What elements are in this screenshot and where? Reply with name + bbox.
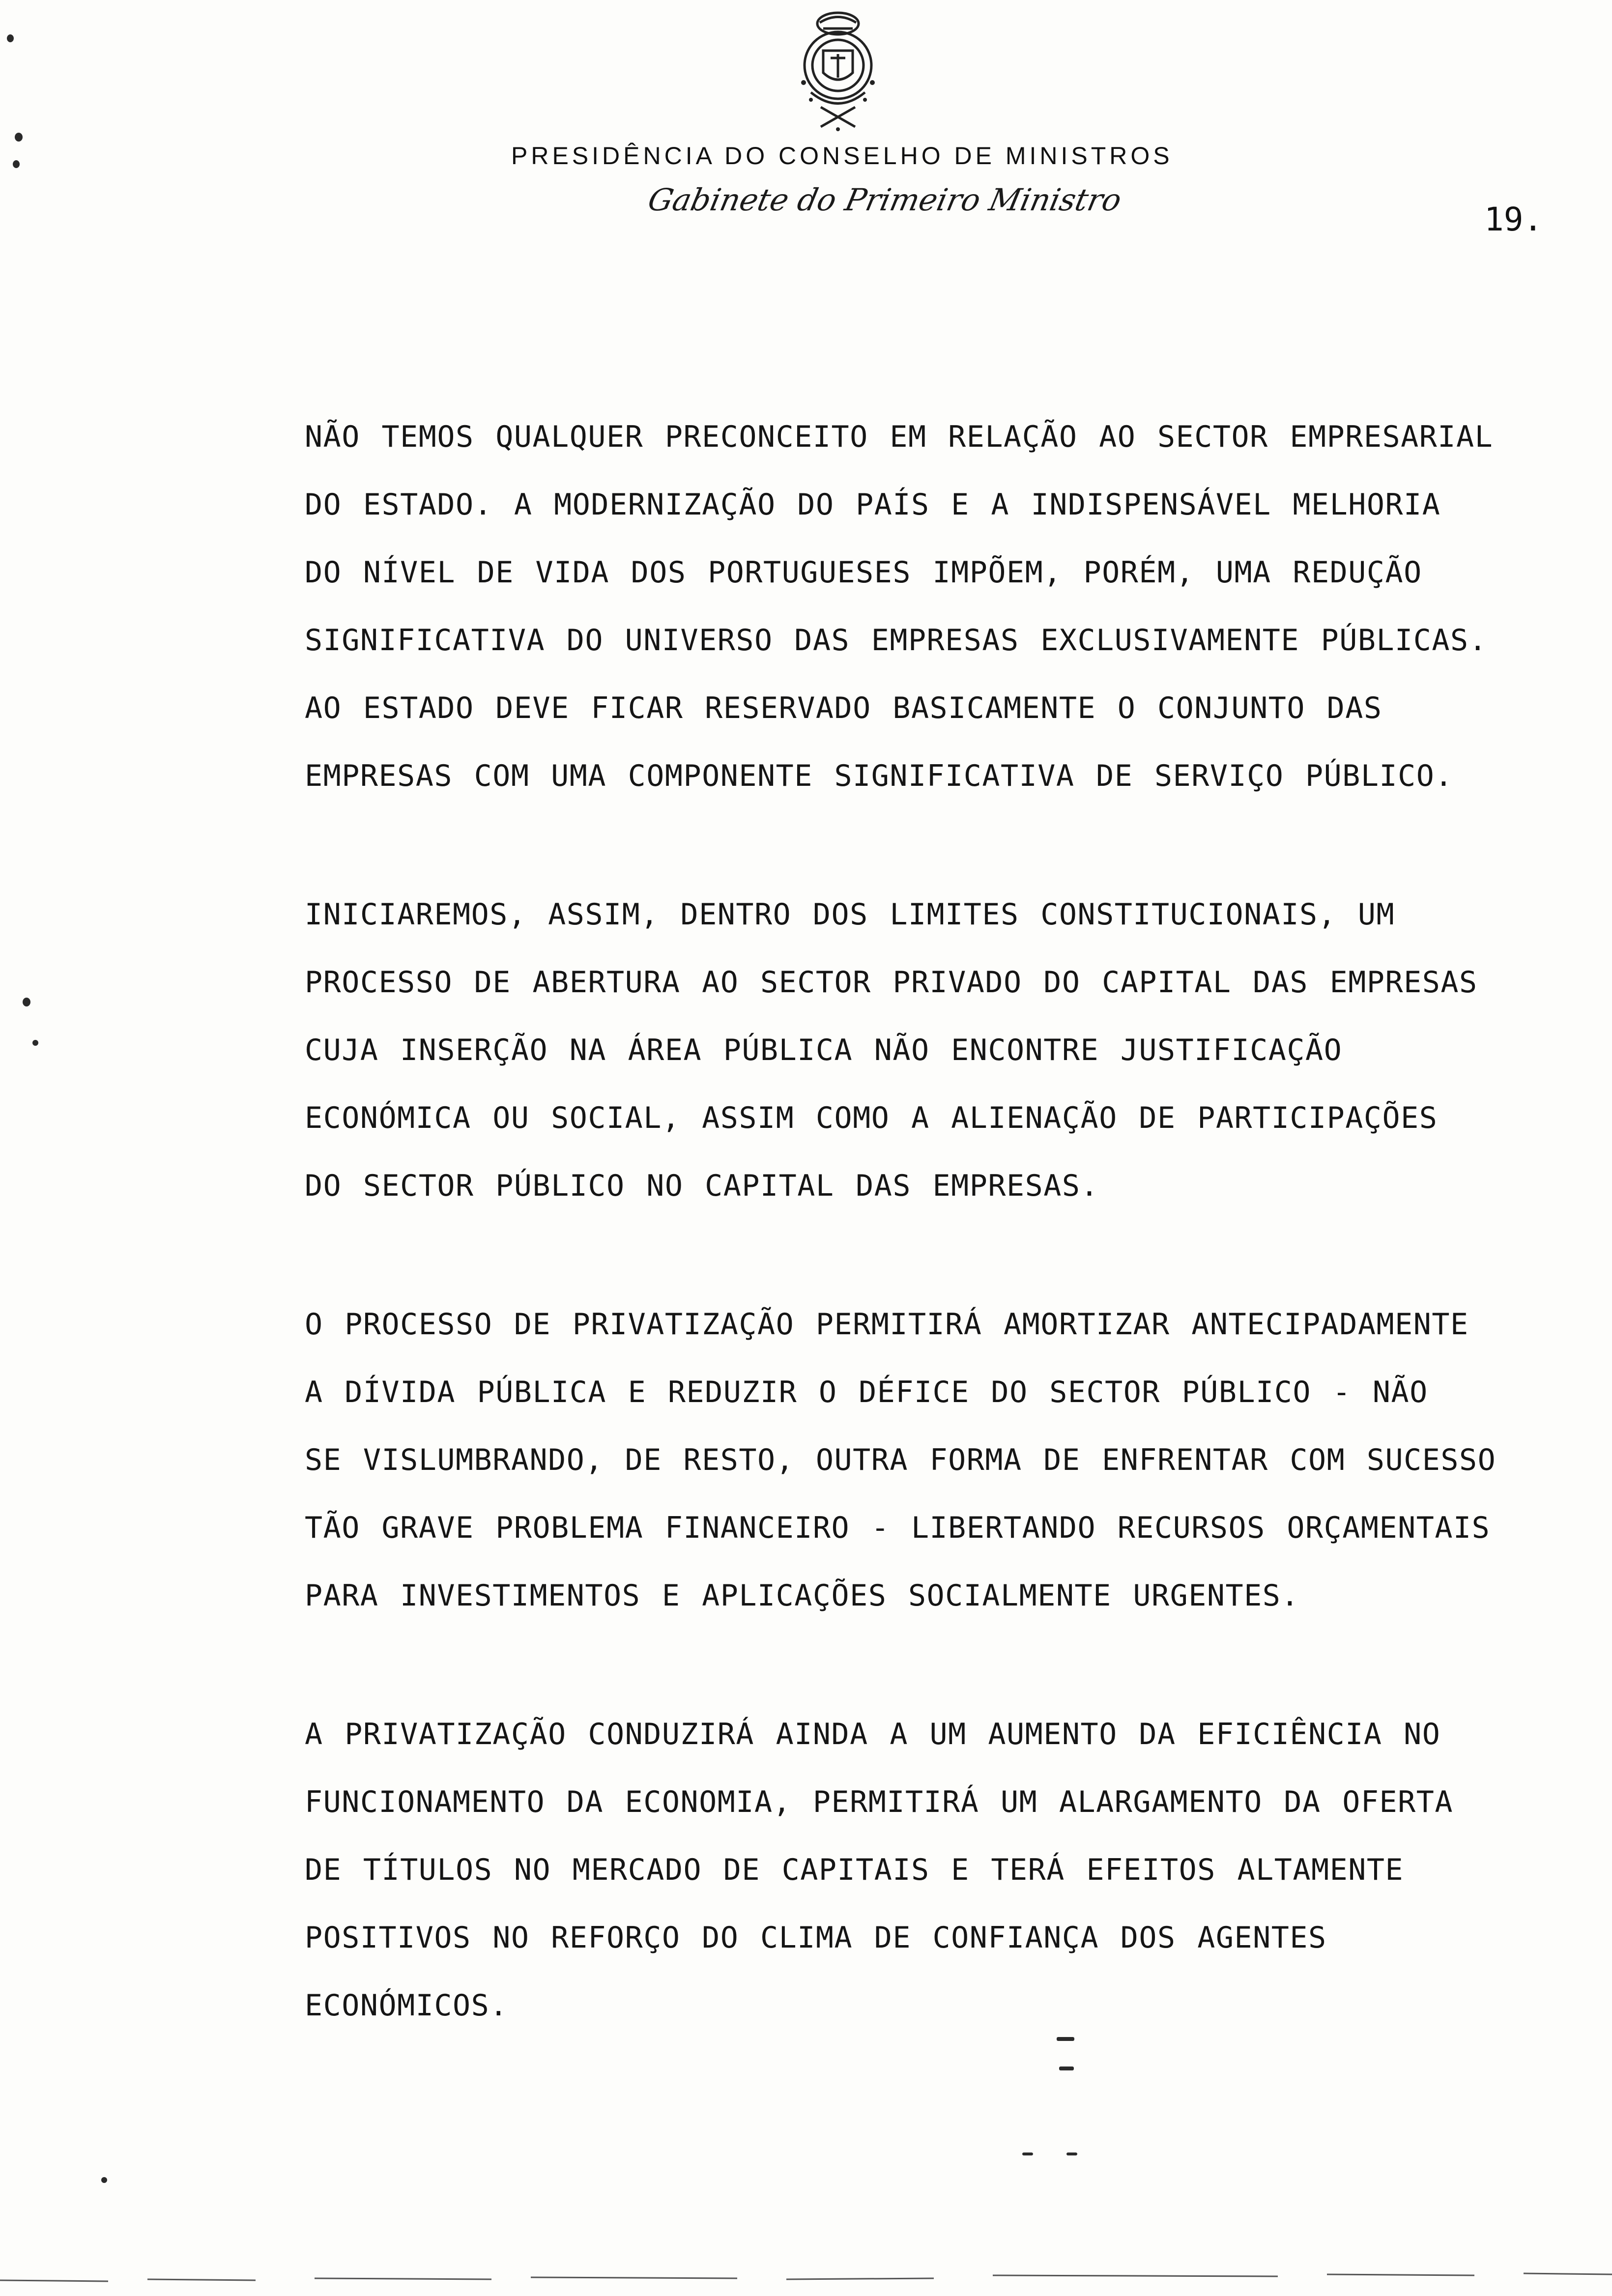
text-line: INICIAREMOS, ASSIM, DENTRO DOS LIMITES CONSTITUCIONAIS, UM [305, 897, 1395, 932]
scan-speck [1066, 2152, 1077, 2155]
text-line: PROCESSO DE ABERTURA AO SECTOR PRIVADO DO CAPITAL DAS EMPRESAS [305, 965, 1478, 1000]
text-line: A DÍVIDA PÚBLICA E REDUZIR O DÉFICE DO SECTOR PÚBLICO - NÃO [305, 1375, 1428, 1409]
scan-speck [23, 998, 30, 1006]
text-line: DO ESTADO. A MODERNIZAÇÃO DO PAÍS E A INDISPENSÁVEL MELHORIA [305, 488, 1441, 522]
scan-speck [1057, 2037, 1074, 2041]
office-title: PRESIDÊNCIA DO CONSELHO DE MINISTROS [511, 142, 1173, 170]
text-line: TÃO GRAVE PROBLEMA FINANCEIRO - LIBERTANDO RECURSOS ORÇAMENTAIS [305, 1511, 1491, 1545]
scan-edge-noise [0, 2261, 1612, 2290]
paragraph [305, 881, 1612, 1220]
text-line: EMPRESAS COM UMA COMPONENTE SIGNIFICATIVA DE SERVIÇO PÚBLICO. [305, 759, 1454, 793]
text-line: DO SECTOR PÚBLICO NO CAPITAL DAS EMPRESAS. [305, 1169, 1099, 1203]
body-text [305, 403, 1612, 2110]
text-line: DE TÍTULOS NO MERCADO DE CAPITAIS E TERÁ EFEITOS ALTAMENTE [305, 1853, 1404, 1887]
text-line: O PROCESSO DE PRIVATIZAÇÃO PERMITIRÁ AMORTIZAR ANTECIPADAMENTE [305, 1307, 1469, 1342]
text-line: CUJA INSERÇÃO NA ÁREA PÚBLICA NÃO ENCONTRE JUSTIFICAÇÃO [305, 1033, 1343, 1067]
text-line: ECONÓMICOS. [305, 1988, 508, 2023]
office-subtitle: Gabinete do Primeiro Ministro [645, 182, 1125, 218]
text-line: SE VISLUMBRANDO, DE RESTO, OUTRA FORMA DE ENFRENTAR COM SUCESSO [305, 1443, 1497, 1477]
paragraph [305, 1291, 1612, 1630]
text-line: FUNCIONAMENTO DA ECONOMIA, PERMITIRÁ UM ALARGAMENTO DA OFERTA [305, 1785, 1454, 1819]
scan-speck [1059, 2066, 1074, 2070]
scan-speck [101, 2177, 107, 2183]
text-line: PARA INVESTIMENTOS E APLICAÇÕES SOCIALMENTE URGENTES. [305, 1578, 1300, 1613]
paragraph [305, 1700, 1612, 2039]
scan-speck [7, 34, 14, 42]
text-line: A PRIVATIZAÇÃO CONDUZIRÁ AINDA A UM AUMENTO DA EFICIÊNCIA NO [305, 1717, 1441, 1751]
scan-speck [13, 160, 20, 168]
scan-speck [32, 1040, 38, 1046]
text-line: POSITIVOS NO REFORÇO DO CLIMA DE CONFIANÇA DOS AGENTES [305, 1921, 1327, 1955]
coat-of-arms-icon [781, 9, 894, 132]
paragraph [305, 403, 1612, 810]
page-number: 19. [1484, 201, 1543, 238]
text-line: DO NÍVEL DE VIDA DOS PORTUGUESES IMPÕEM, PORÉM, UMA REDUÇÃO [305, 555, 1422, 590]
text-line: NÃO TEMOS QUALQUER PRECONCEITO EM RELAÇÃO AO SECTOR EMPRESARIAL [305, 420, 1494, 454]
text-line: AO ESTADO DEVE FICAR RESERVADO BASICAMENTE O CONJUNTO DAS [305, 691, 1382, 725]
scan-speck [15, 133, 23, 142]
scan-speck [1022, 2152, 1033, 2155]
text-line: SIGNIFICATIVA DO UNIVERSO DAS EMPRESAS EXCLUSIVAMENTE PÚBLICAS. [305, 623, 1488, 658]
text-line: ECONÓMICA OU SOCIAL, ASSIM COMO A ALIENAÇÃO DE PARTICIPAÇÕES [305, 1101, 1438, 1135]
